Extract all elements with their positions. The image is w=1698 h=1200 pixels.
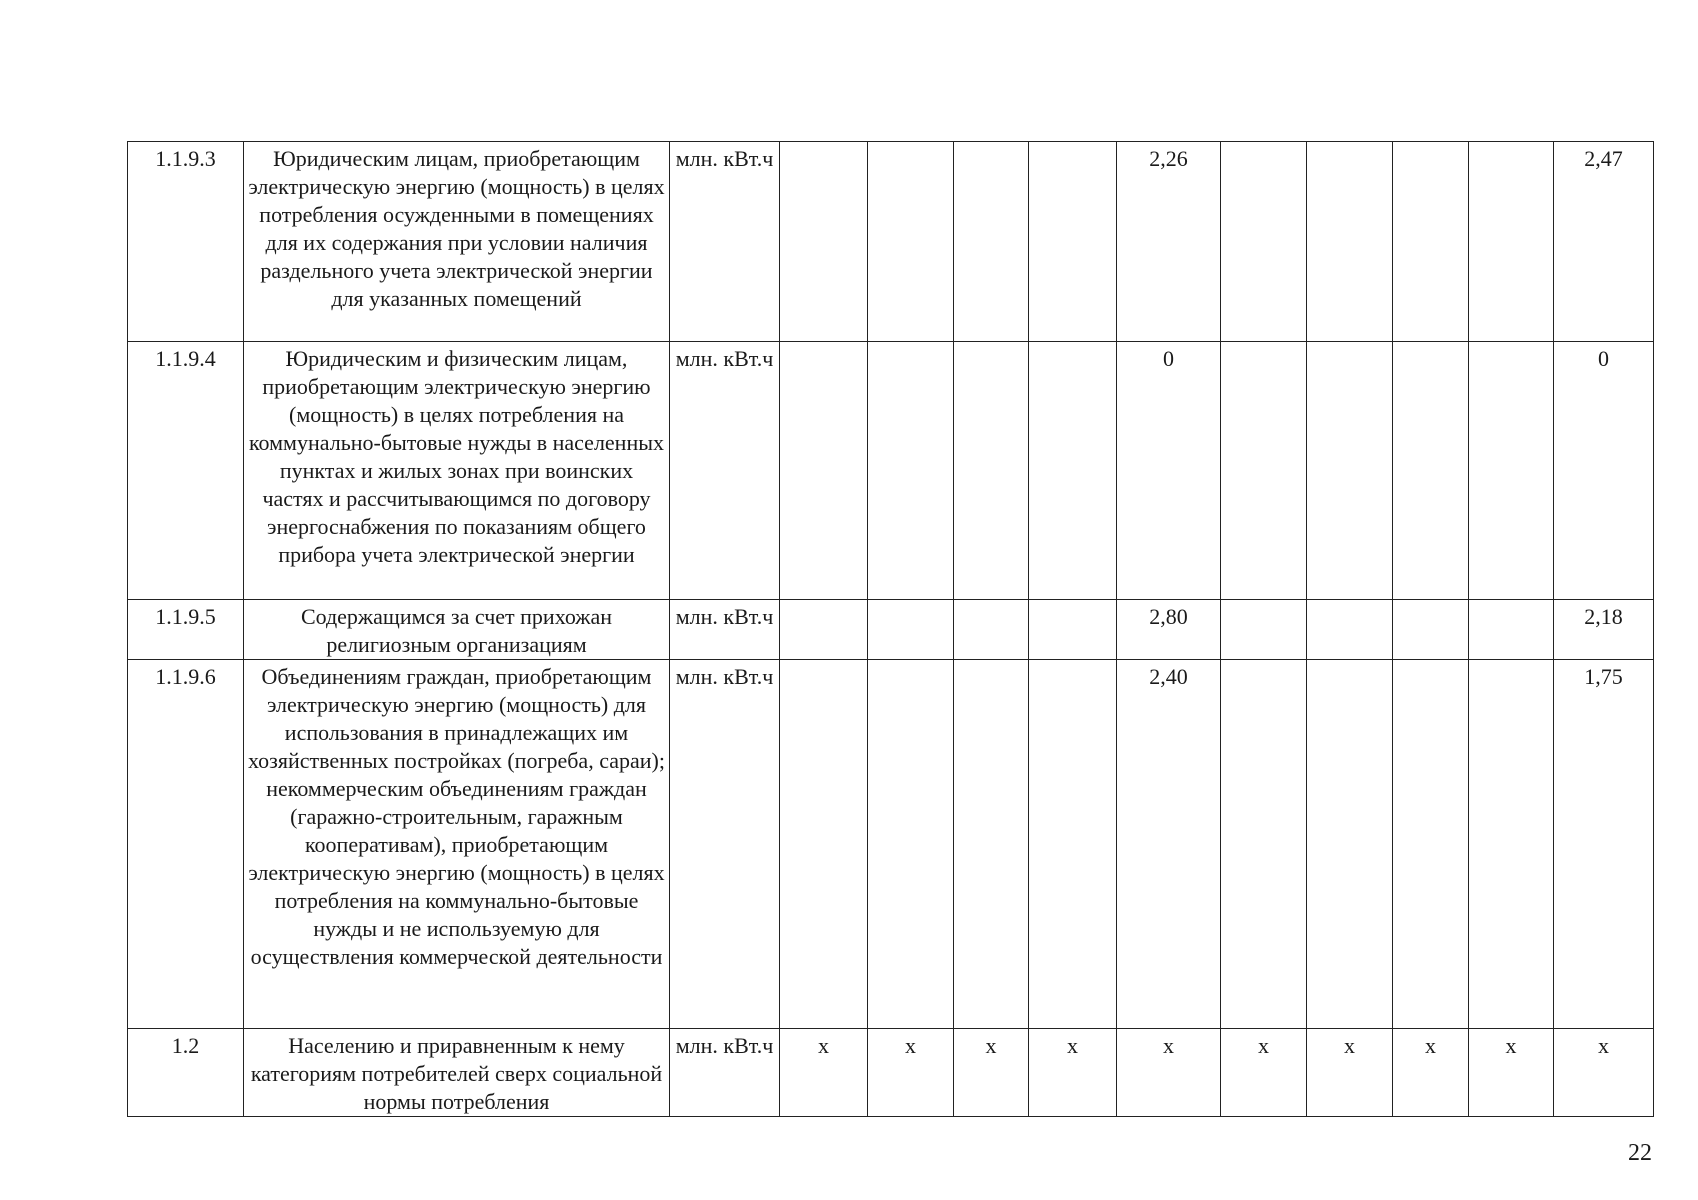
- value-cell: [954, 342, 1029, 600]
- row-unit: млн. кВт.ч: [670, 342, 780, 600]
- value-cell: [1307, 342, 1393, 600]
- row-unit: млн. кВт.ч: [670, 142, 780, 342]
- value-cell: [1307, 660, 1393, 1029]
- value-cell: [1469, 142, 1554, 342]
- value-cell: x: [868, 1029, 954, 1117]
- value-cell: x: [780, 1029, 868, 1117]
- value-cell: [1469, 600, 1554, 660]
- value-cell: [954, 600, 1029, 660]
- value-cell: [1029, 660, 1117, 1029]
- value-cell: [868, 142, 954, 342]
- value-cell: [1029, 142, 1117, 342]
- row-description: Содержащимся за счет прихожан религиозным организациям: [244, 600, 670, 660]
- row-code: 1.1.9.4: [128, 342, 244, 600]
- value-cell: [1029, 342, 1117, 600]
- value-cell: [780, 342, 868, 600]
- value-cell: x: [1117, 1029, 1221, 1117]
- value-cell: [1307, 142, 1393, 342]
- row-code: 1.2: [128, 1029, 244, 1117]
- table-row: [128, 600, 1654, 660]
- value-cell: 2,26: [1117, 142, 1221, 342]
- value-cell: [868, 600, 954, 660]
- value-cell: x: [1029, 1029, 1117, 1117]
- value-cell: 2,47: [1554, 142, 1654, 342]
- row-description: Населению и приравненным к нему категориям потребителей сверх социальной нормы потребления: [244, 1029, 670, 1117]
- page-number: 22: [1628, 1140, 1652, 1166]
- value-cell: [1221, 600, 1307, 660]
- row-description: Юридическим лицам, приобретающим электрическую энергию (мощность) в целях потребления осужденными в помещениях для их содержания при условии наличия раздельного учета электрической энергии для указанных помещений: [244, 142, 670, 342]
- value-cell: [780, 142, 868, 342]
- table-row: [128, 342, 1654, 600]
- value-cell: 0: [1554, 342, 1654, 600]
- value-cell: [780, 600, 868, 660]
- value-cell: [868, 660, 954, 1029]
- value-cell: x: [1469, 1029, 1554, 1117]
- value-cell: 2,18: [1554, 600, 1654, 660]
- row-description: Юридическим и физическим лицам, приобретающим электрическую энергию (мощность) в целях потребления на коммунально-бытовые нужды в населенных пунктах и жилых зонах при воинских частях и рассчитывающимся по договору энергоснабжения по показаниям общего прибора учета электрической энергии: [244, 342, 670, 600]
- value-cell: [1393, 660, 1469, 1029]
- value-cell: 1,75: [1554, 660, 1654, 1029]
- value-cell: [1469, 342, 1554, 600]
- value-cell: [1307, 600, 1393, 660]
- tariff-table: [127, 141, 1654, 1117]
- value-cell: x: [1393, 1029, 1469, 1117]
- value-cell: [954, 660, 1029, 1029]
- value-cell: [1029, 600, 1117, 660]
- value-cell: [1393, 600, 1469, 660]
- value-cell: [954, 142, 1029, 342]
- table-row: [128, 142, 1654, 342]
- value-cell: [1393, 142, 1469, 342]
- value-cell: [1469, 660, 1554, 1029]
- value-cell: [780, 660, 868, 1029]
- value-cell: [1221, 342, 1307, 600]
- row-description: Объединениям граждан, приобретающим электрическую энергию (мощность) для использования в принадлежащих им хозяйственных постройках (погреба, сараи); некоммерческим объединениям граждан (гаражно-строительным, гаражным кооперативам), приобретающим электрическую энергию (мощность) в целях потребления на коммунально-бытовые нужды и не используемую для осуществления коммерческой деятельности: [244, 660, 670, 1029]
- table-body: [128, 142, 1654, 1117]
- value-cell: 0: [1117, 342, 1221, 600]
- value-cell: x: [1221, 1029, 1307, 1117]
- value-cell: 2,80: [1117, 600, 1221, 660]
- value-cell: x: [1554, 1029, 1654, 1117]
- row-code: 1.1.9.5: [128, 600, 244, 660]
- table-row: [128, 660, 1654, 1029]
- value-cell: [1393, 342, 1469, 600]
- row-code: 1.1.9.3: [128, 142, 244, 342]
- value-cell: x: [954, 1029, 1029, 1117]
- value-cell: [868, 342, 954, 600]
- row-unit: млн. кВт.ч: [670, 600, 780, 660]
- row-unit: млн. кВт.ч: [670, 660, 780, 1029]
- row-code: 1.1.9.6: [128, 660, 244, 1029]
- value-cell: x: [1307, 1029, 1393, 1117]
- row-unit: млн. кВт.ч: [670, 1029, 780, 1117]
- table-row: [128, 1029, 1654, 1117]
- value-cell: [1221, 142, 1307, 342]
- value-cell: 2,40: [1117, 660, 1221, 1029]
- value-cell: [1221, 660, 1307, 1029]
